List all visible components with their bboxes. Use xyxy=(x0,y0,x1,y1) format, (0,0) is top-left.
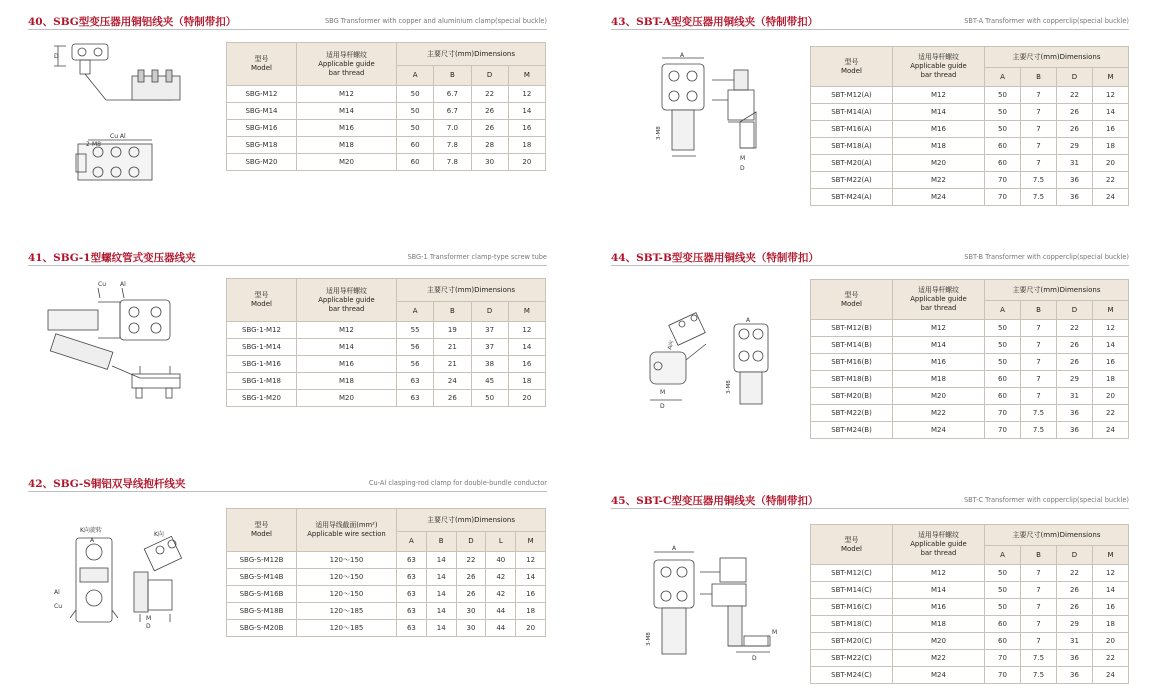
label-d: D xyxy=(752,655,757,662)
section-header xyxy=(611,14,1129,30)
table-row: SBT-M12(A) M12 50 7 22 12 xyxy=(811,87,1129,104)
section-subtitle: SBG-1 Transformer clamp-type screw tube xyxy=(407,253,547,261)
section-title: 42、SBG-S铜铝双导线抱杆线夹 xyxy=(28,478,186,490)
section-44 xyxy=(611,250,1129,266)
label-a: A xyxy=(746,317,751,324)
table-row: SBG-M16 M16 50 7.0 26 16 xyxy=(227,120,546,137)
label-m: M xyxy=(660,389,666,396)
header-m: M xyxy=(1093,68,1129,87)
table-row: SBG-S-M14B 120～150 63 14 26 42 14 xyxy=(227,569,546,586)
table-row: SBG-M14 M14 50 6.7 26 14 xyxy=(227,103,546,120)
section-title: 43、SBT-A型变压器用铜线夹（特制带扣） xyxy=(611,16,819,28)
header-d: D xyxy=(471,66,508,86)
section-subtitle: Cu-Al clasping-rod clamp for double-bundle conductor xyxy=(368,479,547,487)
dimension-table-41 xyxy=(226,278,546,407)
label-3-m8: 3-M8 xyxy=(656,126,662,140)
label-m: M xyxy=(740,155,746,162)
header-dimensions: 主要尺寸(mm)Dimensions xyxy=(985,280,1129,301)
label-3-m8: 3-M8 xyxy=(646,632,652,646)
table-row: SBT-M14(B) M14 50 7 26 14 xyxy=(811,337,1129,354)
table-row: SBT-M22(B) M22 70 7.5 36 22 xyxy=(811,405,1129,422)
header-m: M xyxy=(516,532,546,552)
table-row: SBT-M18(C) M18 60 7 29 18 xyxy=(811,616,1129,633)
header-a: A xyxy=(397,66,434,86)
label-d: D xyxy=(146,623,151,630)
header-model: 型号 Model xyxy=(811,280,893,320)
section-header xyxy=(28,476,547,492)
section-title: 44、SBT-B型变压器用铜线夹（特制带扣） xyxy=(611,252,819,264)
label-m: M xyxy=(146,615,152,622)
label-m: M xyxy=(772,629,778,636)
section-subtitle: SBT-A Transformer with copperclip(special buckle) xyxy=(964,17,1129,25)
section-title: 45、SBT-C型变压器用铜线夹（特制带扣） xyxy=(611,495,819,507)
header-model: 型号 Model xyxy=(227,279,297,322)
section-41 xyxy=(28,250,547,266)
section-40 xyxy=(28,14,547,30)
header-b: B xyxy=(434,302,471,322)
clamp-drawing-sbg-s xyxy=(50,522,200,632)
clamp-drawing-sbg-1 xyxy=(40,278,190,408)
table-row: SBT-M24(B) M24 70 7.5 36 24 xyxy=(811,422,1129,439)
clamp-drawing-sbg xyxy=(52,36,200,184)
section-subtitle: SBG Transformer with copper and aluminium clamp(special buckle) xyxy=(324,17,547,25)
dimension-table-42 xyxy=(226,508,546,637)
label-k-direction: K向 xyxy=(154,531,164,538)
section-43 xyxy=(611,14,1129,30)
clamp-drawing-sbt-b xyxy=(636,300,786,412)
section-header xyxy=(611,493,1129,509)
table-row: SBT-M16(B) M16 50 7 26 16 xyxy=(811,354,1129,371)
table-row: SBT-M14(C) M14 50 7 26 14 xyxy=(811,582,1129,599)
header-a: A xyxy=(397,302,434,322)
header-b: B xyxy=(1021,301,1057,320)
header-a: A xyxy=(985,301,1021,320)
dimension-table-43 xyxy=(810,46,1129,206)
header-m: M xyxy=(1093,546,1129,565)
table-row: SBG-1-M12 M12 55 19 37 12 xyxy=(227,322,546,339)
header-m: M xyxy=(1093,301,1129,320)
header-spec: 适用导杆螺纹 Applicable guide bar thread xyxy=(297,279,397,322)
label-al: Al xyxy=(54,589,60,596)
header-spec: 适用导杆螺纹 Applicable guide bar thread xyxy=(893,525,985,565)
header-d: D xyxy=(456,532,486,552)
header-m: M xyxy=(508,66,545,86)
table-row: SBT-M20(A) M20 60 7 31 20 xyxy=(811,155,1129,172)
header-dimensions: 主要尺寸(mm)Dimensions xyxy=(397,509,546,532)
table-row: SBT-M18(B) M18 60 7 29 18 xyxy=(811,371,1129,388)
section-subtitle: SBT-C Transformer with copperclip(special buckle) xyxy=(963,496,1129,504)
label-cu-al: Cu Al xyxy=(110,133,126,140)
table-row: SBT-M14(A) M14 50 7 26 14 xyxy=(811,104,1129,121)
header-d: D xyxy=(1057,301,1093,320)
header-dimensions: 主要尺寸(mm)Dimensions xyxy=(985,525,1129,546)
label-a: A xyxy=(672,545,677,552)
table-row: SBG-1-M18 M18 63 24 45 18 xyxy=(227,373,546,390)
header-spec: 适用导杆螺纹 Applicable guide bar thread xyxy=(893,280,985,320)
header-m: M xyxy=(508,302,545,322)
header-d: D xyxy=(1057,68,1093,87)
header-dimensions: 主要尺寸(mm)Dimensions xyxy=(397,43,546,66)
section-header xyxy=(28,14,547,30)
table-row: SBG-M12 M12 50 6.7 22 12 xyxy=(227,86,546,103)
table-row: SBG-S-M20B 120～185 63 14 30 44 20 xyxy=(227,620,546,637)
clamp-drawing-sbt-a xyxy=(652,52,792,180)
header-b: B xyxy=(434,66,471,86)
section-45 xyxy=(611,493,1129,509)
header-b: B xyxy=(1021,68,1057,87)
section-42 xyxy=(28,476,547,492)
section-header xyxy=(611,250,1129,266)
table-row: SBT-M20(B) M20 60 7 31 20 xyxy=(811,388,1129,405)
header-l: L xyxy=(486,532,516,552)
header-model: 型号 Model xyxy=(811,47,893,87)
dimension-table-44 xyxy=(810,279,1129,439)
label-a: A xyxy=(90,537,95,544)
table-row: SBT-M16(C) M16 50 7 26 16 xyxy=(811,599,1129,616)
table-row: SBG-M20 M20 60 7.8 30 20 xyxy=(227,154,546,171)
table-row: SBT-M18(A) M18 60 7 29 18 xyxy=(811,138,1129,155)
table-row: SBT-M12(B) M12 50 7 22 12 xyxy=(811,320,1129,337)
header-a: A xyxy=(397,532,427,552)
dimension-table-45 xyxy=(810,524,1129,684)
label-cu: Cu xyxy=(98,281,106,288)
header-model: 型号 Model xyxy=(227,43,297,86)
label-rotate-k: K向旋转 xyxy=(80,527,102,534)
section-header xyxy=(28,250,547,266)
header-spec: 适用导杆螺纹 Applicable guide bar thread xyxy=(893,47,985,87)
header-d: D xyxy=(471,302,508,322)
header-dimensions: 主要尺寸(mm)Dimensions xyxy=(985,47,1129,68)
label-a: A xyxy=(680,52,685,59)
header-a: A xyxy=(985,546,1021,565)
header-dimensions: 主要尺寸(mm)Dimensions xyxy=(397,279,546,302)
label-al: Al xyxy=(120,281,126,288)
table-row: SBG-S-M16B 120～150 63 14 26 42 16 xyxy=(227,586,546,603)
clamp-drawing-sbt-c xyxy=(640,544,790,670)
table-row: SBG-1-M20 M20 63 26 50 20 xyxy=(227,390,546,407)
header-b: B xyxy=(426,532,456,552)
header-model: 型号 Model xyxy=(227,509,297,552)
table-row: SBG-1-M14 M14 56 21 37 14 xyxy=(227,339,546,356)
header-spec: 适用导线截面(mm²) Applicable wire section xyxy=(297,509,397,552)
section-title: 41、SBG-1型螺纹管式变压器线夹 xyxy=(28,252,196,264)
table-row: SBT-M24(A) M24 70 7.5 36 24 xyxy=(811,189,1129,206)
header-a: A xyxy=(985,68,1021,87)
table-row: SBT-M12(C) M12 50 7 22 12 xyxy=(811,565,1129,582)
section-title: 40、SBG型变压器用铜铝线夹（特制带扣） xyxy=(28,16,237,28)
label-a-direction: A向 xyxy=(667,339,676,351)
header-spec: 适用导杆螺纹 Applicable guide bar thread xyxy=(297,43,397,86)
label-3-m8: 3-M8 xyxy=(726,380,732,394)
label-d: D xyxy=(740,165,745,172)
table-row: SBG-1-M16 M16 56 21 38 16 xyxy=(227,356,546,373)
table-row: SBG-M18 M18 60 7.8 28 18 xyxy=(227,137,546,154)
label-cu: Cu xyxy=(54,603,62,610)
table-row: SBT-M24(C) M24 70 7.5 36 24 xyxy=(811,667,1129,684)
label-hole: 2-M8 xyxy=(86,141,101,148)
header-model: 型号 Model xyxy=(811,525,893,565)
table-row: SBG-S-M18B 120～185 63 14 30 44 18 xyxy=(227,603,546,620)
table-row: SBT-M22(A) M22 70 7.5 36 22 xyxy=(811,172,1129,189)
header-d: D xyxy=(1057,546,1093,565)
section-subtitle: SBT-B Transformer with copperclip(special buckle) xyxy=(964,253,1129,261)
label-d: D xyxy=(660,403,665,410)
label-d: D xyxy=(54,53,59,60)
header-b: B xyxy=(1021,546,1057,565)
table-row: SBT-M16(A) M16 50 7 26 16 xyxy=(811,121,1129,138)
table-row: SBG-S-M12B 120～150 63 14 22 40 12 xyxy=(227,552,546,569)
dimension-table-40 xyxy=(226,42,546,171)
table-row: SBT-M20(C) M20 60 7 31 20 xyxy=(811,633,1129,650)
table-row: SBT-M22(C) M22 70 7.5 36 22 xyxy=(811,650,1129,667)
